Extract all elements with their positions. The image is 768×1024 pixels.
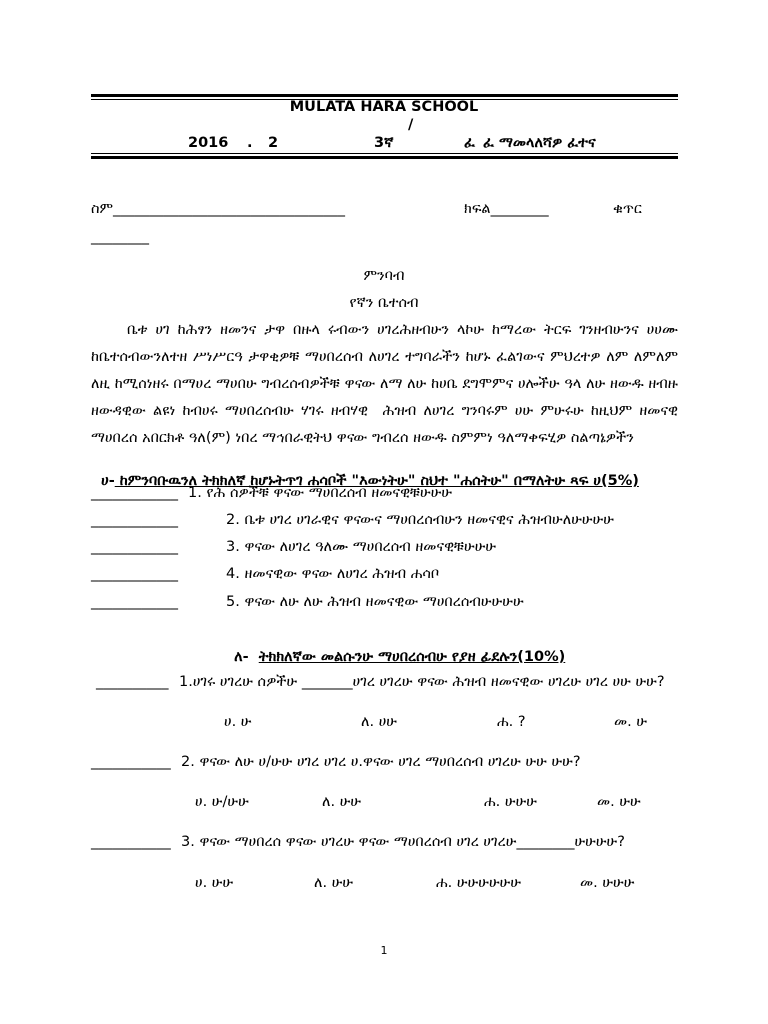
- choice-a[interactable]: ሀ. ሁ/ሁሁ: [195, 794, 249, 810]
- header-grade: 2: [268, 135, 279, 151]
- answer-blank[interactable]: ____________: [91, 539, 178, 555]
- header-bottom-rule-thin: [91, 153, 678, 154]
- answer-blank[interactable]: ____________: [91, 512, 178, 528]
- header-slash: /: [408, 117, 414, 133]
- section-a-title: ከምንባቡዉንለ ትክክለኛ ከሆኑትጥገ ሐሳቦች "እውነትሁ" ስህተ "ሐሰትሁ" በማለትሁ ጻፍ ሀ(5%): [114, 473, 639, 489]
- answer-blank[interactable]: ___________: [91, 834, 171, 850]
- section-a-marker: ሀ-: [101, 473, 115, 489]
- choice-d[interactable]: መ. ሁሁ: [597, 794, 641, 810]
- choice-a[interactable]: ሀ. ሁ: [224, 714, 252, 730]
- true-false-item: 1. የሕ ሰዎችቹ ዋናው ማሀበረሰብ ዘመናዊቹሁሁሁ: [188, 485, 453, 501]
- mc-question: 3. ዋናው ማሀበረሰ ዋናው ሀገረሁ ዋናው ማሀበረሰብ ሀገረ ሀገረሁ________ሁሁሁሁ?: [181, 834, 625, 850]
- choice-d[interactable]: መ. ሁሁሁ: [580, 875, 635, 891]
- choice-d[interactable]: መ. ሁ: [614, 714, 648, 730]
- mc-question: 2. ዋናው ለሁ ሀ/ሁሁ ሀገረ ሀገረ ሀ.ዋናው ሀገረ ማሀበረሰብ ሀገረሁ ሁሁ ሁሁ?: [181, 754, 581, 770]
- section-field[interactable]: ክፍል________: [464, 201, 549, 217]
- page-number: 1: [380, 944, 388, 957]
- roll-field[interactable]: ________: [91, 229, 149, 245]
- header-term: 3ኛ: [374, 135, 394, 151]
- name-label: ስም: [91, 201, 114, 217]
- answer-blank[interactable]: ___________: [91, 754, 171, 770]
- true-false-item: 3. ዋናው ለሀገረ ዓለሙ ማሀበረሰብ ዘመናዊቹሁሁሁ: [226, 539, 497, 555]
- passage-subtitle: የኛን ቤተሰብ: [349, 295, 419, 311]
- section-b-heading: [224, 633, 565, 665]
- passage-line: ማሀበረሰ አበርክቶ ዓለ(ም) ነበረ ማኅበራዊትህ ዋናው ግብረሰ ዘውዱ ስምምነ ዓለማቀፍሂዎ ስልጣኔዎችን: [91, 430, 634, 446]
- mc-question: 1.ሀገሩ ሀገረሁ ሰዎችሁ _______ሀገረ ሀገረሁ ዋናው ሕዝብ ዘመናዊው ሀገረሁ ሀገረ ሀሁ ሁሁ?: [179, 674, 665, 690]
- header-subject-left: ፈ: [464, 135, 475, 151]
- choice-b[interactable]: ለ. ሁሁ: [314, 875, 354, 891]
- header-year: 2016: [188, 135, 229, 151]
- choice-c[interactable]: ሐ. ሁሁሁሁሁሁ: [436, 875, 522, 891]
- choice-b[interactable]: ለ. ሁሁ: [322, 794, 362, 810]
- true-false-item: 4. ዘመናዊው ዋናው ለሀገረ ሕዝብ ሐሳቦ: [226, 566, 440, 582]
- answer-blank[interactable]: ____________: [91, 594, 178, 610]
- section-b-title: ትክክለኛው መልሱንሁ ማሀበረሰብሁ የያዘ ፊደሉን(10%): [258, 649, 566, 665]
- roll-label: ቁጥር: [613, 201, 642, 217]
- passage-line: ዘውዳዊው ልዩነ ከብሀሩ ማሀበረሰብሁ ሃገሩ ዘብሃዊ ሕዝብ ለሀገረ ግንባሩም ሀሁ ምሁሩሁ ከዚህም ዘመናዊ: [91, 403, 678, 419]
- answer-blank[interactable]: __________: [96, 674, 169, 690]
- school-name: MULATA HARA SCHOOL: [289, 99, 479, 115]
- choice-a[interactable]: ሀ. ሁሁ: [195, 875, 234, 891]
- true-false-item: 5. ዋናው ለሁ ለሁ ሕዝብ ዘመናዊው ማሀበረሰብሁሁሁሁ: [226, 594, 524, 610]
- answer-blank[interactable]: ____________: [91, 566, 178, 582]
- header-subject: ፈ ማመላለሻዎ ፈተና: [483, 135, 596, 151]
- passage-line: ከቤተሰብውንለተዘ ሥነሥርዓ ታዋቂዎቹ ማሀበረሰብ ለሀገረ ተግባራችን ከሆኑ ፈልገውና ምህረተዎ ለም ለምለም: [91, 349, 678, 365]
- section-b-marker: ለ-: [234, 649, 249, 665]
- header-dot: .: [247, 135, 253, 151]
- true-false-item: 2. ቤቱ ሀገረ ሀገራዊና ዋናውና ማሀበረሰብሁን ዘመናዊና ሕዝብሁለሁሁሁሁ: [226, 512, 615, 528]
- top-rule-thick: [91, 94, 678, 97]
- choice-c[interactable]: ሐ. ሁሁሁ: [484, 794, 537, 810]
- passage-line: ቤቱ ሀገ ከሕፃን ዘመንና ታዋ በዙላ ሩብውን ሀገረሕዘብሁን ላኮሁ ከማረው ትርፍ ገንዘብሁንና ሀሀሙ: [127, 322, 678, 338]
- header-bottom-rule-thick: [91, 156, 678, 159]
- passage-title: ምንባብ: [363, 268, 405, 284]
- choice-c[interactable]: ሐ. ?: [497, 714, 526, 730]
- passage-line: ለዚ ከሚሰነዘሩ በማሀረ ማሀበሁ ግብረሰብዎችቹ ዋናው ለማ ለሁ ከሀቤ ደግሞምና ሀሎችሁ ዓላ ለሁ ዘውዱ ዘብዙ: [91, 376, 678, 392]
- choice-b[interactable]: ለ. ሀሁ: [361, 714, 397, 730]
- answer-blank[interactable]: ____________: [91, 485, 178, 501]
- name-field[interactable]: ________________________________: [113, 201, 345, 217]
